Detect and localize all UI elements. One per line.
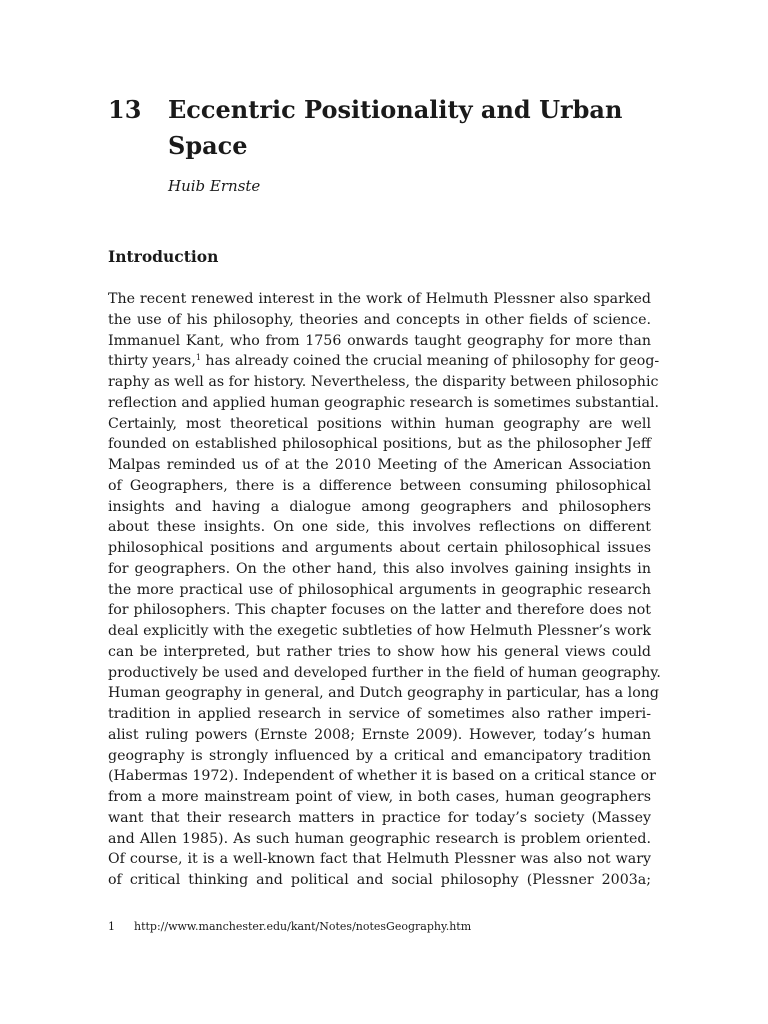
text-line-start: thirty years,: [108, 353, 196, 370]
text-line: from a more mainstream point of view, in both cases, human geographers: [108, 789, 651, 805]
text-line-with-footnote-ref: [108, 351, 660, 372]
text-line: raphy as well as for history. Nevertheless, the disparity between philosophic: [108, 374, 659, 390]
text-line: can be interpreted, but rather tries to show how his general views could: [108, 643, 651, 660]
text-line: reflection and applied human geographic research is sometimes substantial.: [108, 394, 660, 411]
text-line: tradition in applied research in service of sometimes also rather imperi-: [108, 706, 651, 722]
text-line: (Habermas 1972). Independent of whether it is based on a critical stance or: [108, 768, 656, 785]
text-line: for geographers. On the other hand, this also involves gaining insights in: [108, 560, 651, 577]
text-line: philosophical positions and arguments about certain philosophical issues: [108, 540, 651, 556]
text-line: Certainly, most theoretical positions within human geography are well: [108, 415, 651, 432]
text-line: deal explicitly with the exegetic subtleties of how Helmuth Plessner’s work: [108, 623, 651, 639]
text-line: of Geographers, there is a difference between consuming philosophical: [108, 477, 651, 494]
text-line: want that their research matters in practice for today’s society (Massey: [108, 809, 651, 826]
text-line: for philosophers. This chapter focuses on the latter and therefore does not: [108, 602, 651, 619]
text-line: The recent renewed interest in the work of Helmuth Plessner also sparked: [108, 291, 651, 307]
text-line: alist ruling powers (Ernste 2008; Ernste 2009). However, today’s human: [108, 726, 651, 743]
text-line: the use of his philosophy, theories and concepts in other fields of science.: [108, 311, 651, 328]
body-paragraph: [108, 289, 661, 891]
text-line-end: has already coined the crucial meaning of philosophy for geog-: [200, 353, 660, 370]
text-line: the more practical use of philosophical arguments in geographic research: [108, 581, 651, 598]
text-line: Immanuel Kant, who from 1756 onwards taught geography for more than: [108, 332, 651, 349]
footnote: [108, 918, 471, 936]
text-line: geography is strongly influenced by a critical and emancipatory tradition: [108, 747, 651, 764]
text-line: Malpas reminded us of at the 2010 Meeting of the American Association: [108, 457, 651, 473]
text-line: about these insights. On one side, this involves reflections on different: [108, 519, 651, 536]
text-line: Human geography in general, and Dutch geography in particular, has a long: [108, 685, 659, 702]
footnote-number: 1: [108, 920, 115, 933]
text-line: and Allen 1985). As such human geographic research is problem oriented.: [108, 830, 651, 847]
text-line: productively be used and developed further in the field of human geography.: [108, 664, 661, 681]
chapter-title: [168, 92, 668, 164]
text-line: founded on established philosophical positions, but as the philosopher Jeff: [108, 436, 651, 453]
text-line: of critical thinking and political and social philosophy (Plessner 2003a;: [108, 872, 651, 888]
chapter-number: 13: [108, 95, 142, 124]
chapter-title-line-1: Eccentric Positionality and Urban: [168, 95, 623, 124]
text-line: Of course, it is a well-known fact that Helmuth Plessner was also not wary: [108, 851, 651, 868]
footnote-link[interactable]: http://www.manchester.edu/kant/Notes/notesGeography.htm: [134, 920, 472, 933]
section-heading: Introduction: [108, 247, 219, 266]
chapter-author: Huib Ernste: [168, 177, 261, 195]
text-line: insights and having a dialogue among geographers and philosophers: [108, 498, 651, 515]
chapter-title-line-2: Space: [168, 131, 248, 160]
footnote-reference[interactable]: 1: [195, 353, 201, 363]
